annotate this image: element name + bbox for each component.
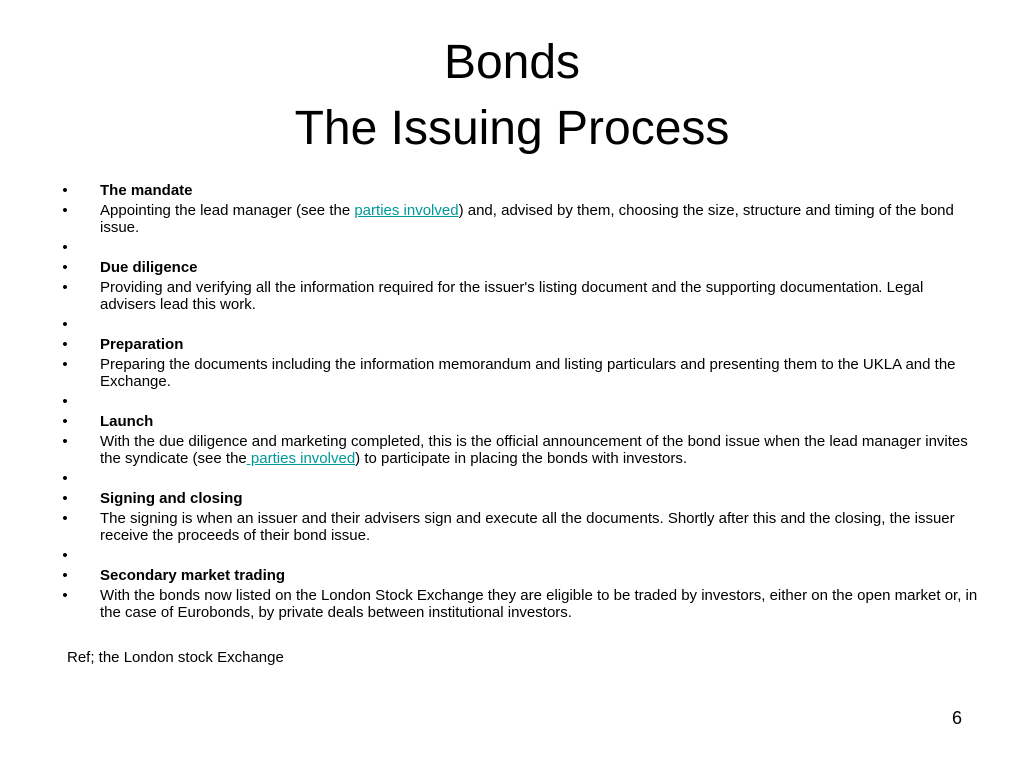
bullet-text [100, 490, 243, 507]
bullet-item [58, 356, 978, 390]
bullet-empty [58, 393, 978, 410]
bullet-icon: • [62, 470, 68, 487]
bullet-heading-text: Launch [100, 413, 154, 430]
parties-involved-link[interactable]: parties involved [246, 450, 356, 467]
bullet-heading [58, 413, 978, 430]
bullet-heading-text: Signing and closing [100, 490, 243, 507]
bullet-text [100, 202, 954, 236]
bullet-text [100, 413, 153, 430]
bullet-heading-text: Secondary market trading [100, 567, 286, 584]
bullet-heading-text: Preparation [100, 336, 184, 353]
bullet-text [100, 433, 968, 467]
bullet-body-text-after: ) and, advised by them, choosing the size, structure and timing of the bond issue. [100, 202, 954, 236]
slide-title-line-2: The Issuing Process [294, 102, 730, 155]
bullet-icon: • [62, 239, 68, 256]
page-number: 6 [951, 708, 962, 728]
bullet-icon: • [62, 433, 68, 450]
bullet-body-text: The signing is when an issuer and their advisers sign and execute all the documents. Shortly after this and the closing, the issuer receive the proceeds of their bond issue. [100, 510, 955, 544]
bullet-icon: • [62, 413, 68, 430]
bullet-empty [58, 316, 978, 333]
bullet-text [100, 259, 198, 276]
bullet-text [100, 279, 923, 313]
bullet-heading-text: The mandate [100, 182, 193, 199]
bullet-icon: • [62, 547, 68, 564]
bullet-heading-text: Due diligence [100, 259, 198, 276]
bullet-heading [58, 259, 978, 276]
bullet-icon: • [62, 182, 68, 199]
bullet-icon: • [62, 587, 68, 604]
bullet-item [58, 587, 978, 621]
bullet-item [58, 279, 978, 313]
bullet-text [100, 567, 285, 584]
bullet-icon: • [62, 336, 68, 353]
bullet-body-text-after: ) to participate in placing the bonds with investors. [355, 450, 688, 467]
bullet-icon: • [62, 490, 68, 507]
bullet-heading [58, 490, 978, 507]
bullet-icon: • [62, 259, 68, 276]
slide-title [0, 30, 1024, 162]
bullet-icon: • [62, 279, 68, 296]
bullet-empty [58, 547, 978, 564]
bullet-empty [58, 239, 978, 256]
slide-title-line-1: Bonds [443, 36, 581, 89]
bullet-text [100, 587, 977, 621]
bullet-icon: • [62, 316, 68, 333]
bullet-icon: • [62, 356, 68, 373]
parties-involved-link[interactable]: parties involved [354, 202, 459, 219]
bullet-text [100, 182, 193, 199]
bullet-body-text: With the bonds now listed on the London Stock Exchange they are eligible to be traded by investors, either on the open market or, in the case of Eurobonds, by private deals between institutional investors. [100, 587, 978, 621]
bullet-icon: • [62, 393, 68, 410]
bullet-body-text: With the due diligence and marketing completed, this is the official announcement of the bond issue when the lead manager invites the syndicate (see the [100, 433, 968, 467]
bullet-text [100, 510, 955, 544]
bullet-body-text: Preparing the documents including the information memorandum and listing particulars and presenting them to the UKLA and the Exchange. [100, 356, 956, 390]
bullet-empty [58, 470, 978, 487]
bullet-heading [58, 182, 978, 199]
reference-note: Ref; the London stock Exchange [67, 649, 284, 666]
bullet-icon: • [62, 567, 68, 584]
bullet-text [100, 356, 956, 390]
bullet-icon: • [62, 510, 68, 527]
bullet-body-text: Appointing the lead manager (see the [100, 202, 355, 219]
bullet-item [58, 510, 978, 544]
bullet-text [100, 336, 183, 353]
bullet-item [58, 433, 978, 467]
bullet-heading [58, 336, 978, 353]
bullet-icon: • [62, 202, 68, 219]
bullet-body-text: Providing and verifying all the information required for the issuer's listing document and the supporting documentation. Legal advisers lead this work. [100, 279, 924, 313]
bullet-item [58, 202, 978, 236]
bullet-heading [58, 567, 978, 584]
bullet-list [58, 182, 978, 624]
